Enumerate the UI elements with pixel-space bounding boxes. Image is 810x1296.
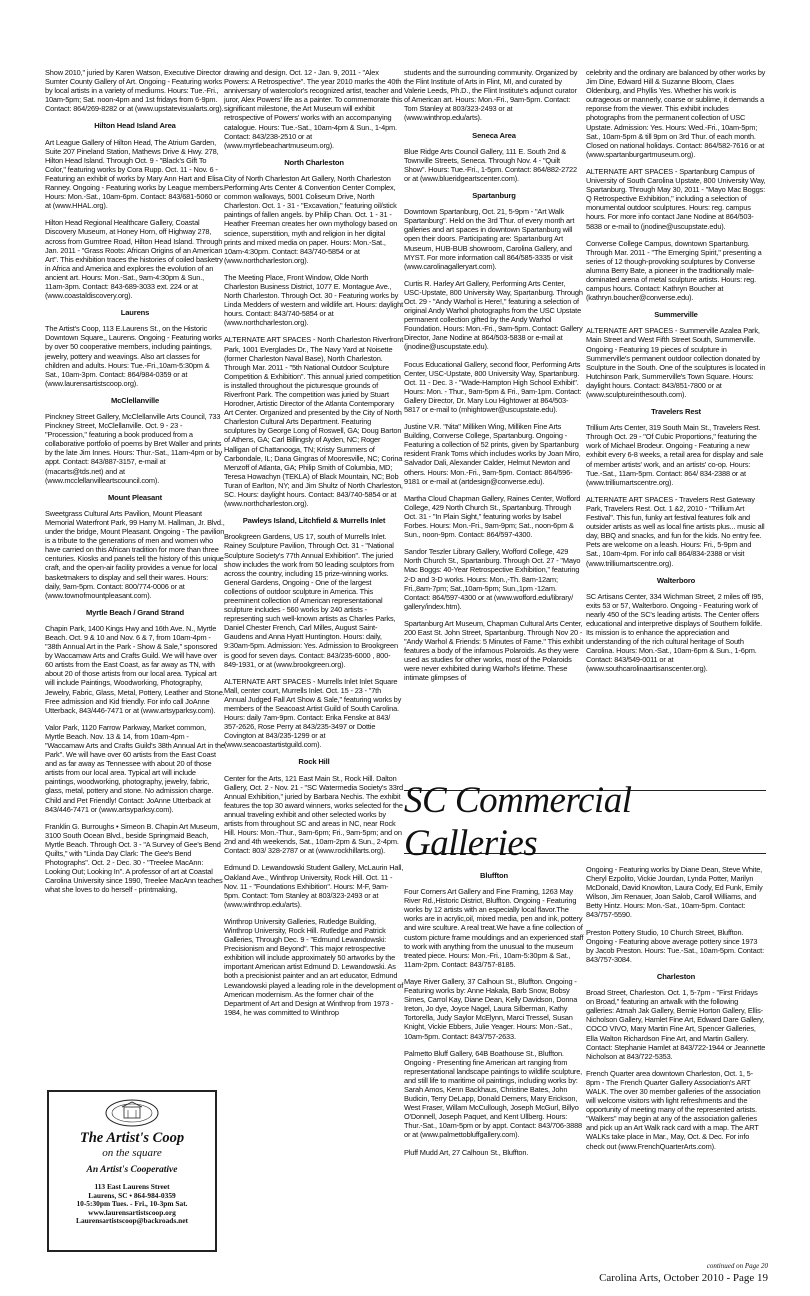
region-heading: Myrtle Beach / Grand Strand: [85, 607, 185, 617]
listing-paragraph: Blue Ridge Arts Council Gallery, 111 E. South 2nd & Townville Streets, Seneca. Through Nov. 4 - "Quilt Show". Hours: Tue.-Fri., 1-5pm. Contact: 864/882-2722 or at (www.blueridgeartscenter.com).: [404, 146, 577, 183]
region-heading: Seneca Area: [472, 130, 516, 140]
ad-hours: 10-5:30pm Tues. - Fri., 10-3pm Sat.: [76, 1199, 188, 1209]
region-heading: Travelers Rest: [651, 407, 701, 417]
listing-paragraph: Martha Cloud Chapman Gallery, Raines Center, Wofford College, 429 North Church St., Spartanburg. Through Oct. 31 - "In Plain Sight," featuring works by Isabel Forbes. Hours: Mon.-Fri., 9am-9pm; Sat., noon-6pm & Sun., noon-9pm. Contact: 864/597-4300.: [404, 493, 581, 540]
ad-address: 113 East Laurens Street: [94, 1182, 170, 1191]
listing-paragraph: Spartanburg Art Museum, Chapman Cultural Arts Center, 200 East St. John Street, Spartanburg. Through Nov 20 - "Andy Warhol & Friends: 5 Minutes of Fame." This exhibit features a body of the infamous Polaroids. As they were used as studies for other works, most of the Polaroids were never exhibited during Warhol's lifetime. These intimate glimpses of: [404, 618, 584, 683]
listing-paragraph: Maye River Gallery, 37 Calhoun St., Bluffton. Ongoing - Featuring works by: Anne Hakala, Barb Snow, Bobsy Simes, Carrol Kay, Diane Dean, Kelly Davidson, Donna Ireton, Jo dye, Joyce Nagel, Laura Silberman, Kathy Tortorella, Judy Saylor McElynn, Marci Tressel, Susan Knight, Vickie Ebbers, Julie Yeager. Hours: Mon.-Sat., 10am-5pm. Contact: 843/757-2633.: [404, 976, 578, 1041]
column-4-lower: [586, 865, 766, 1225]
ad-title: The Artist's Coop: [79, 1130, 185, 1146]
listing-paragraph: French Quarter area downtown Charleston, Oct. 1, 5-8pm - The French Quarter Gallery Association's ART WALK. The over 30 member galleries of the association will welcome visitors with light refreshments and the opportunity of meeting many of the represented artists. "Walkers" may begin at any of the association galleries and pick up an Art Walk rack card with a map. The ART WALKs take place in Mar., May, Oct. & Dec. For info check out (www.FrenchQuarterArts.com).: [586, 1068, 761, 1151]
column-1: [45, 68, 225, 1243]
region-heading: Pawleys Island, Litchfield & Murrells Inlet: [242, 516, 386, 526]
ad-website: www.laurensartistscoop.org: [88, 1207, 176, 1217]
listing-paragraph: Art League Gallery of Hilton Head, The Atrium Garden, Suite 207 Pineland Station, Mathews Drive & Hwy. 278, Hilton Head Island. Through Oct. 9 - "Black's Gift To Color," featuring works by Cora Rupp. Oct. 11 - Nov. 6 - Featuring an exhibit of works by Mary Ann Hart and Elisa Ranney. Ongoing - Featuring works by League members. Hours: Mon.-Sat., 10am-6pm. Contact: 843/681-5060 or at (www.HHAL.org).: [45, 137, 225, 211]
listing-paragraph: Show 2010," juried by Karen Watson, Executive Director Sumter County Gallery of Art. Ongoing - Featuring works by local artists in a variety of mediums. Hours: Tue.-Fri., 10am-5pm; Sat. noon-4pm and 1st fridays from 6-9pm. Contact: 864/269-8282 or at (www.upstatevisualarts.org).: [45, 68, 224, 114]
listing-paragraph: Brookgreen Gardens, US 17, south of Murrells Inlet. Rainey Sculpture Pavilion, Through Oct. 31 - "National Sculpture Society's 77th Annual Exhibition". The juried show includes the work from 50 leading sculptors from across the country, including 15 prize-winning works. General Gardens, Ongoing - One of the largest collections of outdoor sculpture in America. This preeminent collection of American representational sculpture includes - 560 works by 240 artists - representing such well-known artists as Charles Parks, Daniel Chester French, Carl Milles, August Saint-Gaudens and Anna Hyatt Huntington. Hours: daily, 9:30am-5pm. Admission: Yes. Admission to Brookgreen is good for seven days. Contact: 843/235-6000 , 800-849-1931, or at (www.brookgreen.org).: [224, 532, 398, 669]
listing-paragraph: Sweetgrass Cultural Arts Pavilion, Mount Pleasant Memorial Waterfront Park, 99 Harry M. Hallman, Jr. Blvd., under the bridge, Mount Pleasant. Ongoing - The pavilion is a tribute to the generations of men and women who have carried on this African tradition for more than three centuries. Kiosks and panels tell the history of this unique craft, and the open-air facility provides a venue for local basketmakers to display and sell their wares. Hours: daily, 9am-5pm. Contact: 800/774-0006 or at (www.townofmountpleasant.com).: [45, 508, 225, 600]
listing-paragraph: drawing and design. Oct. 12 - Jan. 9, 2011 - "Alex Powers: A Retrospective". The year 2010 marks the 40th anniversary of watercolor's recognized artist, teacher and juror, Alex Powers' life as a painter. To commemorate this significant milestone, the Art Museum will exhibit retrospective of Powers' works with an accompanying catalogue. Hours: Tue.-Sat., 10am-4pm & Sun., 1-4pm. Contact: 843/238-2510 or at (www.myrtlebeachartmuseum.org).: [224, 68, 403, 150]
listing-paragraph: Franklin G. Burroughs • Simeon B. Chapin Art Museum, 3100 South Ocean Blvd., beside Springmaid Beach, Myrtle Beach. Through Oct. 3 - "A Survey of Gee's Bend Quilts," with "Linda Day Clark: The Gee's Bend Photographs". Oct. 2 - Dec. 30 - "Treelee MacAnn: Looking Out; Looking In". A professor of art at Coastal Carolina University since 1990, Treelee MacAnn teaches what she loves to do herself - printmaking,: [45, 821, 223, 895]
listing-paragraph: Trillium Arts Center, 319 South Main St., Travelers Rest. Through Oct. 29 - "Of Cubic Proportions," featuring the work of Michael Brodeur. Ongoing - Featuring a new exhibit every 6-8 weeks, a retail area for display and sale of member artists' work, and an artists' co-op. Hours: Tue.-Sat., 11am-5pm. Contact: 864/ 834-2388 or at (www.trilliumartscentre.org).: [586, 423, 764, 487]
region-heading: Spartanburg: [472, 191, 516, 201]
listing-paragraph: ALTERNATE ART SPACES - Travelers Rest Gateway Park, Travelers Rest. Oct. 1 &2, 2010 - "Trillium Art Festival". This fun, funky art festival features folk and outsider artists as well as local fine artists plus... music all day, BBQ and snacks, and fun for the kids. No entry fee. Pets are welcome on a leash. Hours: Fri., 5-9pm and Sat., 10am-4pm. For info call 864/834-2388 or visit (www.trilliumartscentre.org).: [586, 494, 765, 568]
listing-paragraph: The Artist's Coop, 113 E.Laurens St., on the Historic Downtown Square,, Laurens. Ongoing - Featuring works by over 50 cooperative members, including paintings, jewelry, pottery and weavings. Also art classes for children and adults. Hours: Tue.-Fri.,10am-5:30pm & Sat., 10am-3pm. Contact: 864/984-0359 or at (www.laurensartistscoop.org).: [45, 324, 222, 388]
listing-paragraph: ALTERNATE ART SPACES - North Charleston Riverfront Park, 1001 Everglades Dr., The Navy Yard at Noisette (former Charleston Naval Base), North Charleston. Through Mar. 2011 - "5th National Outdoor Sculpture Competition & Exhibition". This annual juried competition is installed throughout the picturesque grounds of Riverfront Park. The competition was juried by Stuart Horodner, Artistic Director of the Atlanta Contemporary Art Center. Organized and presented by the City of North Charleston Cultural Arts Department. Featuring sculptures by George Long of Roswell, GA; Doug Barton of Athens, GA; Carl Billingsly of Ayden, NC; Roger Halligan of Chattanooga, TN; Kristy Summers of Carbondale, IL; Dana Gingras of Mooresville, NC; Corina Menzoff of Atlanta, GA; Philip Smith of Columbia, MD; Teresa Howachyn (TEKLA) of Black Mountain, NC; Bob Turan of Earlton, NY; and Jim Shultz of North Charleston, SC. Hours: daylight hours. Contact: 843/740-5854 or at (www.northcharleston.org).: [224, 335, 404, 509]
region-heading: Bluffton: [480, 871, 508, 880]
listing-paragraph: The Meeting Place, Front Window, Olde North Charleston Business District, 1077 E. Montague Ave., North Charleston. Through Oct. 30 - Featuring works by Linda Medders of western and wildlife art. Hours: daylight hours. Contact: 843/740-5854 or at (www.northcharleston.org).: [224, 272, 404, 328]
page-number: Carolina Arts, October 2010 - Page 19: [599, 1272, 768, 1284]
region-heading: Mount Pleasant: [107, 492, 162, 502]
listing-paragraph: Broad Street, Charleston. Oct. 1, 5-7pm - "First Fridays on Broad," featuring an artwalk with the following galleries: Atmah Jak Gallery, Bernie Horton Gallery, Ellis-Nicholson Gallery, Hamlet Fine Art, Edward Dare Gallery, COCO VIVO, Mary Martin Fine Art, Spencer Galleries, Ella Walton Richardson Fine Art, and Martin Gallery. Contact: Stephanie Hamlet at 843/722-1944 or Jeannette Nicholson at 843/722-5353.: [586, 988, 766, 1061]
listing-paragraph: Focus Educational Gallery, second floor, Performing Arts Center, USC-Upstate, 800 University Way, Spartanburg. Oct. 11 - Dec. 3 - "Wade-Hampton High School Exhibit". Hours: Mon. - Thur., 9am-5pm & Fri., 9am-1pm. Contact: Gallery Director, Dr. Mary Lou Hightower at 864/503-5817 or e-mail to (mhightower@uscupstate.edu).: [404, 359, 582, 414]
region-heading: Hilton Head Island Area: [94, 121, 176, 131]
artists-coop-advertisement: [47, 1090, 217, 1252]
listing-paragraph: Sandor Teszler Library Gallery, Wofford College, 429 North Church St., Spartanburg. Through Oct. 27 - "Mayo Mac Boggs: 40-Year Retrospective Exhibition," featuring 2-D and 3-D works. Hours: Mon.,-Th. 8am-12am; Fri.,8am-7pm; Sat.,10am-5pm; Sun.,1pm -12am. Contact: 864/597-4300 or at (www.wofford.edu/library/ gallery/index.htm).: [404, 547, 581, 611]
column-3-lower: [404, 865, 584, 1255]
region-heading: Summerville: [654, 310, 698, 320]
region-heading: North Charleston: [284, 157, 344, 167]
listing-paragraph: Pluff Mudd Art, 27 Calhoun St., Bluffton.: [404, 1147, 529, 1157]
listing-paragraph: Four Corners Art Gallery and Fine Framing, 1263 May River Rd.,Historic District, Bluffton. Ongoing - Featuring works by 12 artists with an especially local flavor.The works are in acrylic,oil, mixed media, pen and ink, pottery and wire sculture. A real treat.We have a fine collection of custom picture frame mouldings and an experienced staff to work with anything from the unusual to the museum treated piece. Hours: Mon.-Fri., 10am-5:30pm & Sat., 11am-2pm. Contact: 843/757-8185.: [404, 887, 584, 969]
listing-paragraph: SC Artisans Center, 334 Wichman Street, 2 miles off I95, exits 53 or 57, Walterboro. Ongoing - Featuring work of nearly 450 of the SC's leading artists. The Center offers educational and interpretive displays of Southern folklife. Its mission is to enhance the appreciation and understanding of the rich cultural heritage of South Carolina. Hours: Mon.-Sat., 10am-6pm & Sun., 1-6pm. Contact: 843/549-0011 or at (www.southcarolinaartisanscenter.org).: [586, 591, 764, 674]
ad-tagline: An Artist's Cooperative: [86, 1165, 178, 1175]
listing-paragraph: Hilton Head Regional Healthcare Gallery, Coastal Discovery Museum, at Honey Horn, off Highway 278, across from Gumtree Road, Hilton Head Island. Through Jan. 2011 - "Grass Roots: African Origins of an American Art". This exhibition traces the histories of coiled basketry in Africa and America and explores the evolution of an ancient art. Hours: Mon.-Sat., 9am-4:30pm & Sun., 11am-3pm. Contact: 843-689-3033 ext. 224 or at (www.coastaldiscovery.org).: [45, 218, 223, 301]
ad-email: Laurensartistscoop@backroads.net: [76, 1216, 188, 1226]
listing-paragraph: Valor Park, 1120 Farrow Parkway, Market common, Myrtle Beach. Nov. 13 & 14, from 10am-4pm - "Waccamaw Arts and Crafts Guild's 38th Annual Art in the Park". We will have over 60 artists from the East Coast and as far away as Tennessee with about 20 of those artists from our local area. Typical art will include paintings, woodworking, photography, jewelry, fabric, glass, metal, pottery and stone. No admission charge. Child and Pet Friendly! Contact: JoAnne Utterback at 843/446-7471 or (www.artsyparksy.com).: [45, 722, 225, 814]
listing-paragraph: Chapin Park, 1400 Kings Hwy and 16th Ave. N., Myrtle Beach. Oct. 9 & 10 and Nov. 6 & 7, from 10am-4pm - "38th Annual Art in the Park - Show & Sale," sponsored by Waccamaw Arts and Crafts Guild. We will have over 60 artists from the East Coast, as far away as TN, with about 20 of those artists from our local area. Typical art will include Paintings, Woodworking, Photography, Jewelry, Fabric, Glass, Metal, Pottery, Leather and Stone. Free admission and Kid friendly. For info call JoAnne Utterback, 843/446-7471 or at (www.artsyparksy.com).: [45, 623, 225, 715]
listing-paragraph: Downtown Spartanburg, Oct. 21, 5-9pm - "Art Walk Spartanburg". Held on the 3rd Thur. of every month art galleries and art spaces in downtown Spartanburg will open their doors. Participating are: Spartanburg Art Museum, HUB-BUB showroom, Carolina Gallery, and MYST. For more information call 864/585-3335 or visit (www.carolinagalleryart.com).: [404, 207, 575, 271]
column-4: [586, 68, 766, 845]
listing-paragraph: students and the surrounding community. Organized by the Flint Institute of Arts in Flint, MI, and curated by Valerie Leeds, Ph.D., the Flint Institute's adjunct curator of American art. Hours: Mon.-Fri., 9am-5pm. Contact: Tom Stanley at 803/323-2493 or at (www.winthrop.edu/arts).: [404, 68, 578, 123]
listing-paragraph: Palmetto Bluff Gallery, 64B Boathouse St., Bluffton. Ongoing - Presenting fine American art ranging from representational landscape paintings to wildlife sculpture, and still life to maritime oil paintings, including works by: Sarah Amos, Kenn Backhaus, Christine Bates, John Budicin, Terry DeLapp, Donald Demers, Mary Erickson, West Fraser, Willam McCullough, Joseph McGurl, Billyo O'Donnell, Joseph Paquet, and Kent Ullberg. Hours: Thur.-Sat., 10am-5pm or by appt. Contact: 843/706-3888 or at (www.palmettobluffgallery.com).: [404, 1048, 583, 1140]
listing-paragraph: Justine V.R. "Nita" Milliken Wing, Milliken Fine Arts Building, Converse College, Spartanburg. Ongoing - Featuring a collection of 52 prints, given by Spartanburg resident Frank Toms which includes works by Joan Miro, Salvador Dali, Alexander Calder, Helmut Newton and others. Hours: Mon.-Fri., 9am-5pm. Contact: 864/596-9181 or e-mail at (artdesign@converse.edu).: [404, 422, 581, 486]
listing-paragraph: celebrity and the ordinary are balanced by other works by Jim Dine, Edward Hill & Suzanne Bloom, Claes Oldenburg, and Phyllis Yes. Whether his work is outrageous or mannerly, coarse or sublime, it demands a reponse from the viewer. This exhibit includes photographs from the permanent collection of USC Upstate. Admission: Yes. Hours: Wed.-Fri., 10am-5pm; Sat., 10am-5pm & till 9pm on 3rd Thur. of each month. Closed on national holidays. Contact: 864/582-7616 or at (www.spartanburgartmuseum.org).: [586, 68, 766, 159]
section-banner: [404, 780, 766, 864]
listing-paragraph: Ongoing - Featuring works by Diane Dean, Steve White, Cheryl Ezpolito, Vickie Jourdan, Lynda Potter, Marilyn McDonald, David Knowlton, Laura Cody, Ed Funk, Emily Wilson, Jim Renauer, Joan Salob, Caroll Williams, and Betty Hintz. Hours: Mon.-Sat., 10am-5pm. Contact: 843/757-5590.: [586, 865, 763, 920]
region-heading: Charleston: [656, 971, 696, 981]
continued-note: continued on Page 20: [706, 1262, 768, 1270]
region-heading: Laurens: [120, 308, 150, 318]
ad-subtitle: on the square: [102, 1147, 162, 1159]
listing-paragraph: Edmund D. Lewandowski Student Gallery, McLaurin Hall, Oakland Ave., Winthrop University, Rock Hill. Oct. 11 - Nov. 11 - "Foundations Exhibition". Hours: M-F, 9am-5pm. Contact: Tom Stanley at 803/323-2493 or at (www.winthrop.edu/arts).: [224, 863, 404, 909]
listing-paragraph: ALTERNATE ART SPACES - Murrells Inlet Inlet Square Mall, center court, Murrells Inlet. Oct. 15 - 23 - "7th Annual Judged Fall Art Show & Sale," featuring works by members of the Seacoast Artist Guild of South Carolina. Hours: daily 7am-9pm. Contact: Erika Fenske at 843/ 357-2626, Rose Perry at 843/235-3497 or Dottie Covington at 843/235-1299 or at (www.seacoastartistguild.com).: [224, 676, 402, 750]
listing-paragraph: Preston Pottery Studio, 10 Church Street, Bluffton. Ongoing - Featuring above average pottery since 1973 by Jacob Preston. Hours: Tue.-Sat., 10am-5pm. Contact: 843/757-3084.: [586, 927, 764, 964]
banner-title: SC Commercial Galleries: [404, 780, 632, 864]
ad-contact-block: [49, 1183, 215, 1226]
page-footer: [599, 1262, 768, 1284]
listing-paragraph: Curtis R. Harley Art Gallery, Performing Arts Center, USC-Upstate, 800 University Way, Spartanburg. Through Oct. 29 - "Andy Warhol is Here!," featuring a selection of original Andy Warhol photographs from the USC Upstate permanent collection gifted by the Andy Warhol Foundation. Hours: Mon.-Fri., 9am-5pm. Contact: Gallery Director, Jane Nodine at 864/503-5838 or e-mail at (jnodine@uscupstate.edu).: [404, 278, 583, 352]
listing-paragraph: Center for the Arts, 121 East Main St., Rock Hill. Dalton Gallery, Oct. 2 - Nov. 21 - "SC Watermedia Society's 33rd Annual Exhibition," juried by Barbara Nechis. The exhibit features the top 30 award winners, works selected for the annual traveling exhibit and other selected works by artists from throughout SC and areas in NC, near Rock Hill. Hours: Mon.-Thur., 9am-6pm; Fri., 9am-5pm; and on 2nd and 4th weekends, Sat., 10am-2pm & Sun., 2-4pm. Contact: 803/ 328-2787 or at (www.rockhillarts.org).: [224, 773, 403, 856]
listing-paragraph: Converse College Campus, downtown Spartanburg. Through Mar. 2011 - "The Emerging Spirit," presenting a series of 12 though-provoking sculptures by Converse alumna Berry Bate, a pioneer in the traditionally male-dominated arena of metal sculpture artists. Hours: reg. campus hours. Contact: Kathryn Boucher at (kathryn.boucher@converse.edu).: [586, 238, 762, 303]
listing-paragraph: ALTERNATE ART SPACES - Spartanburg Campus of University of South Carolina Upstate, 800 University Way, Spartanburg. Through May 30, 2011 - "Mayo Mac Boggs: Q Retrospective Exhibition," including a selection of monumental outdoor sculptures. Hours: reg. campus hours. For more info contact Jane Nodine at 864/503-5838 or e-mail to (jnodine@uscupstate.edu).: [586, 166, 766, 231]
listing-paragraph: Pinckney Street Gallery, McClellanville Arts Council, 733 Pinckney Street, McClellanville. Oct. 9 - 23 - "Procession," featuring a book produced from a collaborative portfolio of poems by Bret Waller and prints by the late Jim Innes. Hours: Thur.-Sat., 11am-4pm or by appt. Contact: 843/887-3157, e-mail at (macarts@tds.net) and at (www.mcclellanvilleartscouncil.com).: [45, 412, 222, 485]
listing-paragraph: ALTERNATE ART SPACES - Summerville Azalea Park, Main Street and West Fifth Street South, Summerville. Ongoing - Featuring 19 pieces of sculpture in Summerville's permanent outdoor collection donated by Sculpture in the South. One of the sculptures is located in Hutchinson Park, Summerville's Town Square. Hours: daylight hours. Contact: 843/851-7800 or at (www.sculptureinthesouth.com).: [586, 326, 766, 399]
region-heading: Rock Hill: [298, 757, 330, 767]
region-heading: Walterboro: [656, 575, 696, 585]
column-3: [404, 68, 584, 845]
coop-logo-icon: [103, 1098, 161, 1128]
column-2: [224, 68, 404, 1243]
listing-paragraph: City of North Charleston Art Gallery, North Charleston Performing Arts Center & Convention Center Complex, common walkways, 5001 Coliseum Drive, North Charleston. Oct. 1 - 31 - "Excavation," featuring oil/stick paintings of fallen angels. by Philip Chan. Oct. 1 - 31 - Heather Freeman creates her own mythology based on science, superstition, myth and religion in her digital prints and mixed media on paper. Hours: Mon.-Sat., 10am-4:30pm. Contact: 843/740-5854 or at (www.northcharleston.org).: [224, 173, 398, 265]
listing-paragraph: Winthrop University Galleries, Rutledge Building, Winthrop University, Rock Hill. Rutledge and Patrick Galleries, Through Dec. 9 - "Edmund Lewandowski: Precisionism and Beyond". This major retrospective exhibition will include approximately 50 artworks by the important American artist Edmund D. Lewandowski. As both a precisionist painter and an art educator, Edmund Lewandowski played a leading role in the development of American modernism. As the former chair of the Department of Art and Design at Winthrop from 1973 - 1984, he was committed to Winthrop: [224, 916, 404, 1017]
region-heading: McClellanville: [110, 395, 160, 405]
ad-phone: Laurens, SC • 864-984-0359: [88, 1190, 176, 1200]
